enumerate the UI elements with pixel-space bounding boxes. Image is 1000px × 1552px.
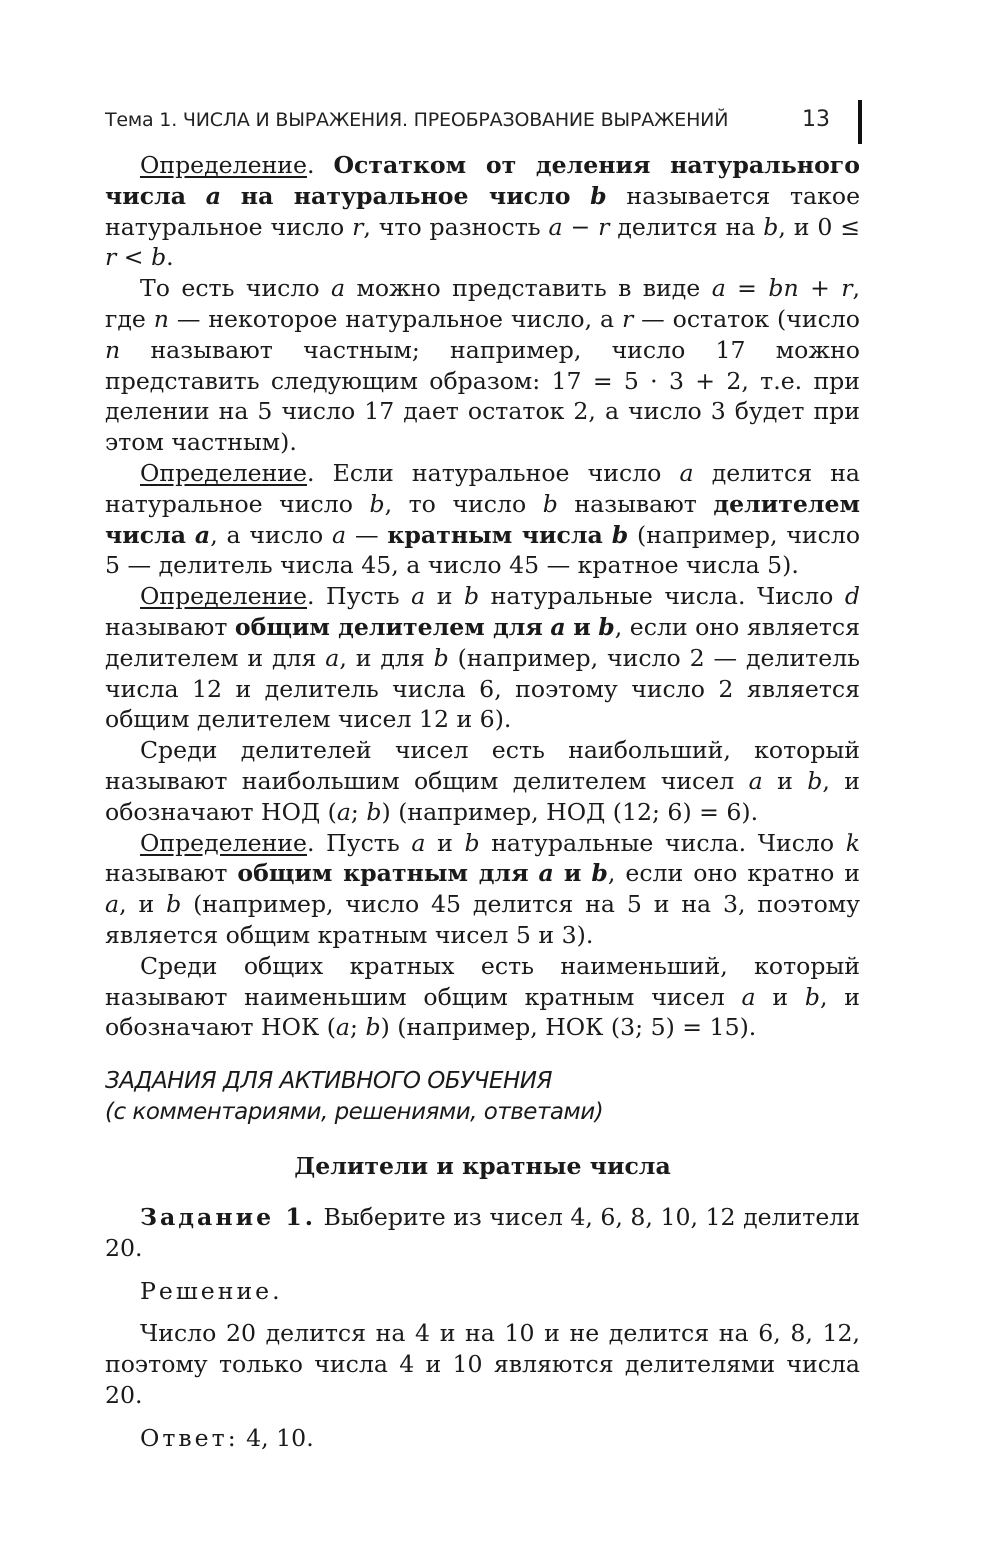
- definition-label: Определение: [140, 458, 307, 487]
- page-number: 13: [802, 107, 830, 132]
- page-body: [105, 150, 860, 1453]
- task-text: Выберите из чисел 4, 6, 8, 10, 12 делители 20.: [105, 1202, 861, 1262]
- definition-common-divisor: Определение. Пусть a и b натуральные числа. Число d называют общим делителем для a и b, если оно является делителем и для a, и для b (например, число 2 — делитель числа 12 и делитель числа 6, поэтому число 2 является общим делителем чисел 12 и 6).: [105, 582, 861, 734]
- paragraph-quotient: То есть число a можно представить в виде a = bn + r, где n — некоторое натуральное число, а r — остаток (число n называют частным; например, число 17 можно представить следующим образом: 17 = 5 · 3 + 2, т.е. при делении на 5 число 17 дает остаток 2, а число 3 будет при этом частным).: [105, 274, 861, 457]
- answer-line: [105, 1423, 860, 1454]
- section-heading-line2: (с комментариями, решениями, ответами): [105, 1099, 604, 1126]
- solution-label-line: [105, 1276, 860, 1307]
- task-1: [105, 1202, 860, 1264]
- solution-text: Число 20 делится на 4 и на 10 и не делится на 6, 8, 12, поэтому только числа 4 и 10 являются делителями числа 20.: [105, 1319, 860, 1409]
- chapter-title: Тема 1. ЧИСЛА И ВЫРАЖЕНИЯ. ПРЕОБРАЗОВАНИЕ ВЫРАЖЕНИЙ: [105, 109, 729, 131]
- paragraph-gcd: Среди делителей чисел есть наибольший, который называют наибольшим общим делителем чисел a и b, и обозначают НОД (a; b) (например, НОД (12; 6) = 6).: [105, 736, 860, 826]
- subsection-title: Делители и кратные числа: [294, 1152, 671, 1181]
- definition-common-multiple: Определение. Пусть a и b натуральные числа. Число k называют общим кратным для a и b, если оно кратно и a, и b (например, число 45 делится на 5 и на 3, поэтому является общим кратным чисел 5 и 3).: [105, 828, 861, 949]
- task-label: Задание 1.: [140, 1202, 316, 1231]
- definition-label: Определение: [140, 828, 307, 857]
- paragraph-lcm: Среди общих кратных есть наименьший, который называют наименьшим общим кратным чисел a и b, и обозначают НОК (a; b) (например, НОК (3; 5) = 15).: [105, 951, 861, 1042]
- definition-label: Определение: [140, 151, 307, 179]
- definition-divisor: Определение. Если натуральное число a делится на натуральное число b, то число b называют делителем числа a, а число a — кратным числа b (например, число 5 — делитель числа 45, а число 45 — кратное числа 5).: [105, 458, 861, 580]
- answer-label: Ответ:: [140, 1423, 239, 1452]
- answer-value: 4, 10.: [246, 1423, 314, 1452]
- definition-label: Определение: [140, 582, 307, 611]
- section-heading: [105, 1066, 860, 1128]
- running-header: [105, 107, 860, 141]
- definition-remainder: Определение. Остатком от деления натурального числа a на натуральное число b называется такое натуральное число r, что разность a − r делится на b, и 0 ≤ r < b.: [105, 151, 861, 272]
- header-rule: [858, 100, 862, 144]
- section-heading-line1: ЗАДАНИЯ ДЛЯ АКТИВНОГО ОБУЧЕНИЯ: [105, 1068, 552, 1095]
- solution-label: Решение.: [140, 1276, 283, 1305]
